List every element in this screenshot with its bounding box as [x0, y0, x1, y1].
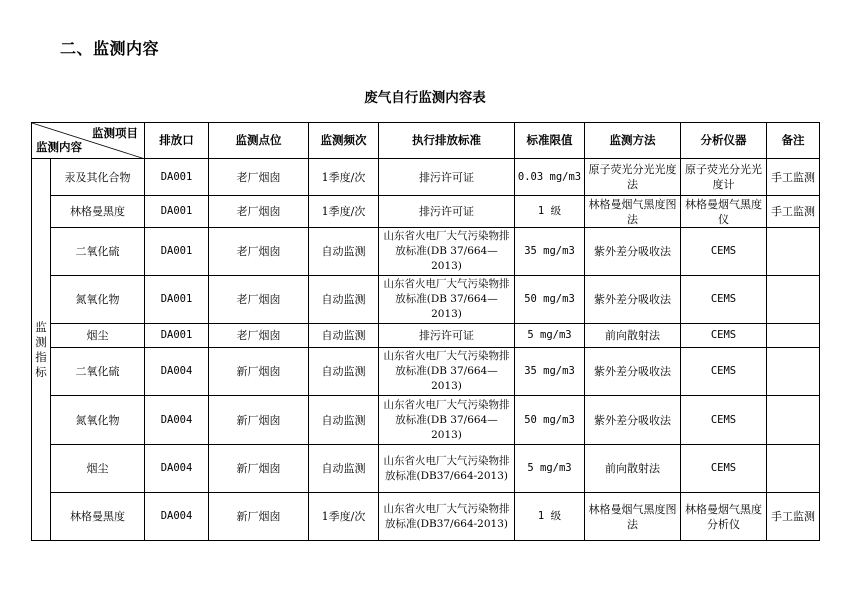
- cell-method: 前向散射法: [585, 445, 681, 493]
- header-note: 备注: [767, 123, 820, 159]
- cell-item: 二氧化硫: [51, 348, 145, 396]
- table-row: [32, 396, 820, 445]
- cell-item: 烟尘: [51, 445, 145, 493]
- cell-method: 原子荧光分光光度法: [585, 159, 681, 196]
- cell-limit: 5 mg/m3: [515, 324, 585, 348]
- cell-point: 新厂烟囱: [209, 493, 309, 541]
- cell-note: [767, 396, 820, 445]
- cell-limit: 1 级: [515, 196, 585, 228]
- cell-frequency: 自动监测: [309, 445, 379, 493]
- table-row: [32, 493, 820, 541]
- cell-point: 老厂烟囱: [209, 159, 309, 196]
- cell-item: 氮氧化物: [51, 276, 145, 324]
- cell-instrument: CEMS: [681, 276, 767, 324]
- table-row: [32, 348, 820, 396]
- header-standard: 执行排放标准: [379, 123, 515, 159]
- cell-instrument: 林格曼烟气黑度仪: [681, 196, 767, 228]
- cell-instrument: CEMS: [681, 228, 767, 276]
- cell-limit: 50 mg/m3: [515, 276, 585, 324]
- cell-item: 二氧化硫: [51, 228, 145, 276]
- cell-frequency: 自动监测: [309, 276, 379, 324]
- cell-item: 氮氧化物: [51, 396, 145, 445]
- cell-note: 手工监测: [767, 159, 820, 196]
- cell-point: 老厂烟囱: [209, 228, 309, 276]
- cell-note: 手工监测: [767, 196, 820, 228]
- cell-point: 新厂烟囱: [209, 348, 309, 396]
- cell-standard: 山东省火电厂大气污染物排放标准(DB 37/664—2013): [379, 348, 515, 396]
- cell-item: 林格曼黑度: [51, 196, 145, 228]
- cell-limit: 35 mg/m3: [515, 228, 585, 276]
- header-row: [32, 123, 820, 159]
- cell-point: 老厂烟囱: [209, 196, 309, 228]
- header-corner-cell: [32, 123, 145, 159]
- cell-outlet: DA004: [145, 493, 209, 541]
- table-row: [32, 196, 820, 228]
- cell-standard: 山东省火电厂大气污染物排放标准(DB 37/664—2013): [379, 276, 515, 324]
- cell-note: 手工监测: [767, 493, 820, 541]
- cell-frequency: 1季度/次: [309, 196, 379, 228]
- cell-standard: 山东省火电厂大气污染物排放标准(DB37/664-2013): [379, 493, 515, 541]
- header-limit: 标准限值: [515, 123, 585, 159]
- section-title: 二、监测内容: [60, 39, 160, 58]
- table-row: [32, 228, 820, 276]
- cell-note: [767, 445, 820, 493]
- cell-limit: 35 mg/m3: [515, 348, 585, 396]
- cell-note: [767, 276, 820, 324]
- cell-instrument: CEMS: [681, 324, 767, 348]
- cell-method: 前向散射法: [585, 324, 681, 348]
- emission-monitoring-table: [31, 122, 820, 541]
- header-outlet: 排放口: [145, 123, 209, 159]
- cell-outlet: DA004: [145, 396, 209, 445]
- cell-method: 紫外差分吸收法: [585, 276, 681, 324]
- cell-frequency: 自动监测: [309, 228, 379, 276]
- cell-frequency: 自动监测: [309, 348, 379, 396]
- table-row: [32, 276, 820, 324]
- cell-standard: 山东省火电厂大气污染物排放标准(DB37/664-2013): [379, 445, 515, 493]
- cell-frequency: 1季度/次: [309, 493, 379, 541]
- cell-point: 新厂烟囱: [209, 445, 309, 493]
- cell-point: 新厂烟囱: [209, 396, 309, 445]
- table-row: [32, 445, 820, 493]
- cell-frequency: 1季度/次: [309, 159, 379, 196]
- cell-outlet: DA004: [145, 348, 209, 396]
- cell-instrument: 原子荧光分光光度计: [681, 159, 767, 196]
- cell-instrument: CEMS: [681, 396, 767, 445]
- cell-point: 老厂烟囱: [209, 324, 309, 348]
- cell-method: 紫外差分吸收法: [585, 396, 681, 445]
- cell-method: 紫外差分吸收法: [585, 348, 681, 396]
- cell-frequency: 自动监测: [309, 324, 379, 348]
- cell-point: 老厂烟囱: [209, 276, 309, 324]
- cell-standard: 山东省火电厂大气污染物排放标准(DB 37/664—2013): [379, 396, 515, 445]
- cell-instrument: CEMS: [681, 445, 767, 493]
- header-point: 监测点位: [209, 123, 309, 159]
- cell-note: [767, 228, 820, 276]
- cell-instrument: 林格曼烟气黑度分析仪: [681, 493, 767, 541]
- cell-instrument: CEMS: [681, 348, 767, 396]
- header-instrument: 分析仪器: [681, 123, 767, 159]
- cell-outlet: DA004: [145, 445, 209, 493]
- cell-standard: 排污许可证: [379, 196, 515, 228]
- header-monitoring-content: 监测内容: [36, 140, 82, 154]
- header-method: 监测方法: [585, 123, 681, 159]
- table-title: 废气自行监测内容表: [364, 90, 486, 106]
- cell-method: 林格曼烟气黑度图法: [585, 196, 681, 228]
- cell-outlet: DA001: [145, 324, 209, 348]
- cell-method: 林格曼烟气黑度图法: [585, 493, 681, 541]
- cell-limit: 5 mg/m3: [515, 445, 585, 493]
- cell-outlet: DA001: [145, 228, 209, 276]
- cell-frequency: 自动监测: [309, 396, 379, 445]
- table-row: [32, 159, 820, 196]
- cell-outlet: DA001: [145, 276, 209, 324]
- cell-standard: 排污许可证: [379, 159, 515, 196]
- cell-limit: 1 级: [515, 493, 585, 541]
- table-row: [32, 324, 820, 348]
- cell-standard: 排污许可证: [379, 324, 515, 348]
- cell-item: 林格曼黑度: [51, 493, 145, 541]
- cell-method: 紫外差分吸收法: [585, 228, 681, 276]
- header-monitoring-item: 监测项目: [92, 126, 138, 140]
- cell-item: 汞及其化合物: [51, 159, 145, 196]
- cell-limit: 50 mg/m3: [515, 396, 585, 445]
- cell-note: [767, 348, 820, 396]
- cell-note: [767, 324, 820, 348]
- cell-outlet: DA001: [145, 196, 209, 228]
- side-label-monitoring-indicators: 监 测 指 标: [32, 159, 51, 541]
- cell-limit: 0.03 mg/m3: [515, 159, 585, 196]
- cell-item: 烟尘: [51, 324, 145, 348]
- cell-outlet: DA001: [145, 159, 209, 196]
- cell-standard: 山东省火电厂大气污染物排放标准(DB 37/664—2013): [379, 228, 515, 276]
- header-frequency: 监测频次: [309, 123, 379, 159]
